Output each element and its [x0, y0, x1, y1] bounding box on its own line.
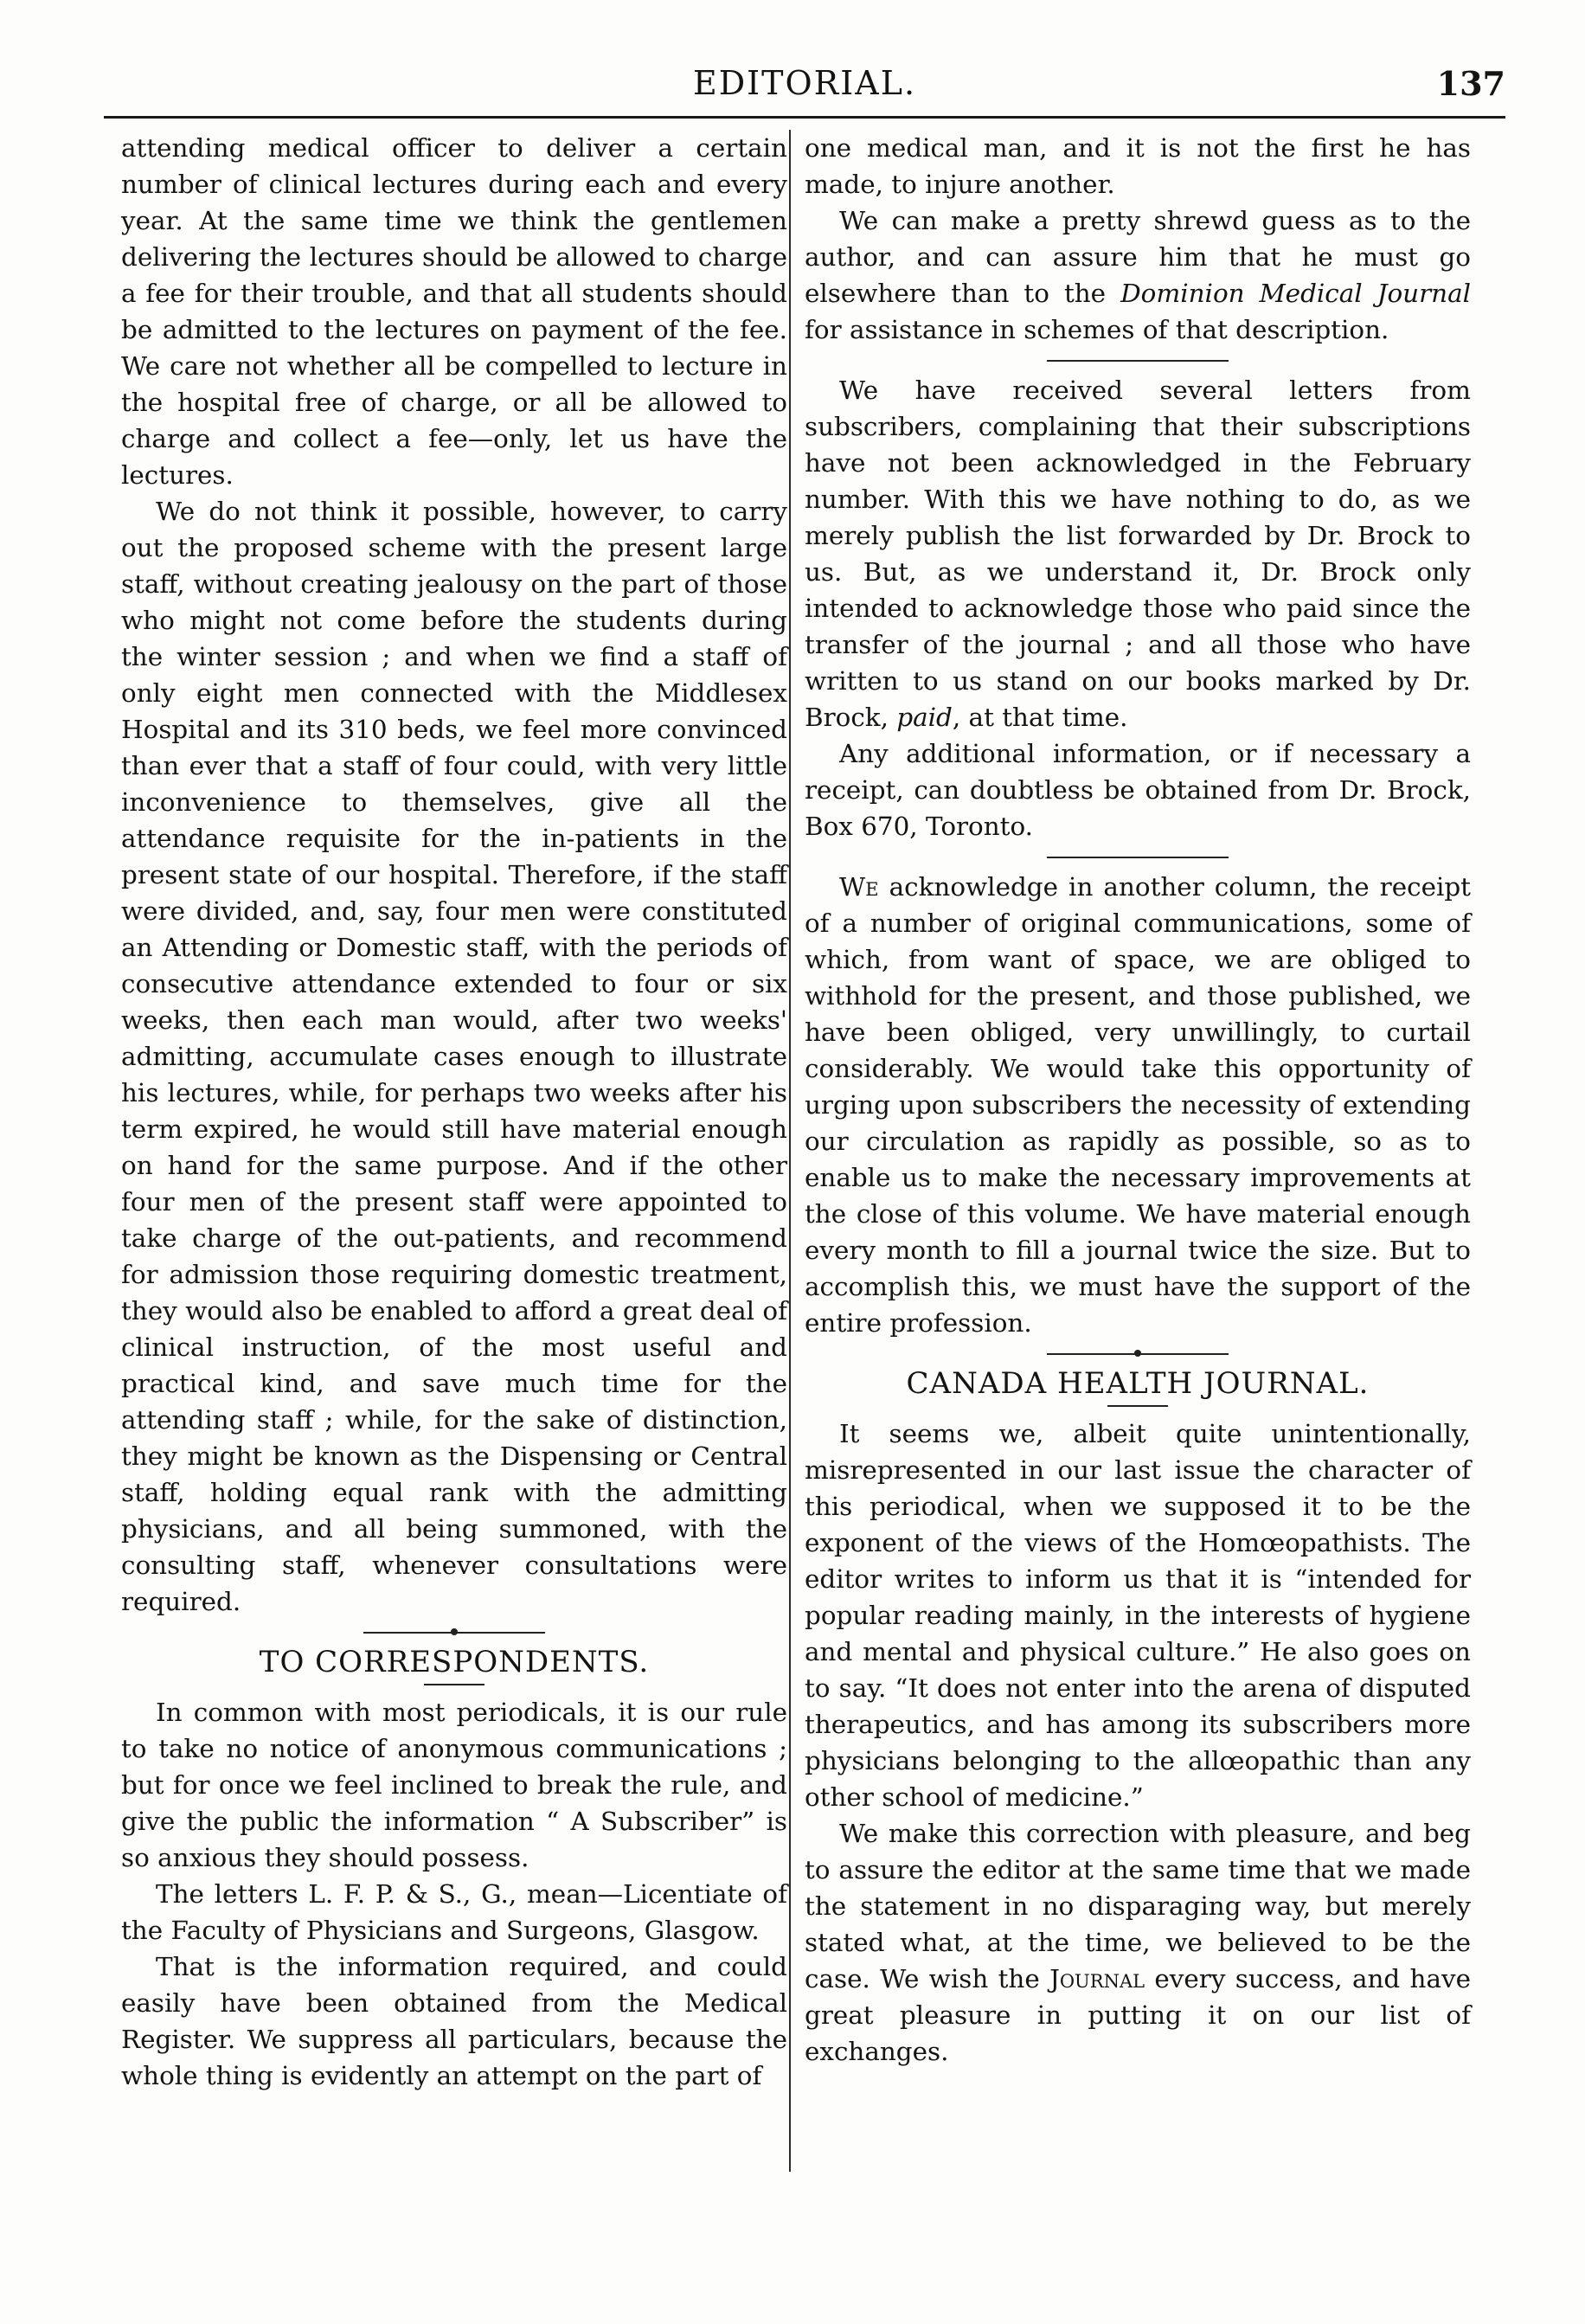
right-paragraph-2: [805, 202, 1471, 348]
text-run: We can make a pretty shrewd guess as to the author, and can assure him that he must go elsewhere than to the: [805, 206, 1471, 308]
left-paragraph-5: That is the information required, and could easily have been obtained from the Medical Register. We suppress all particulars, because the whole thing is evidently an attempt on the part of: [121, 1952, 787, 2090]
left-paragraph-3: In common with most periodicals, it is our rule to take no notice of anonymous communications ; but for once we feel inclined to break the rule, and give the public the information “ A Subscriber” is so anxious they should possess.: [121, 1698, 787, 1872]
section-heading-health-journal: CANADA HEALTH JOURNAL.: [906, 1366, 1370, 1401]
right-paragraph-1: one medical man, and it is not the first he has made, to injure another.: [805, 133, 1471, 199]
text-run: for assistance in schemes of that description.: [805, 315, 1389, 344]
running-head: [104, 64, 1505, 119]
journal-small-caps: Journal: [1049, 1964, 1145, 1993]
journal-title: Dominion Medical Journal: [1120, 279, 1471, 308]
left-paragraph-4: The letters L. F. P. & S., G., mean—Licentiate of the Faculty of Physicians and Surgeons, Glasgow.: [121, 1879, 787, 1945]
right-paragraph-7: [805, 1815, 1471, 2070]
section-separator: [1047, 1353, 1229, 1355]
left-paragraph-2: We do not think it possible, however, to carry out the proposed scheme with the present large staff, without creating jealousy on the part of those who might not come before the students during the winter session ; and when we find a staff of only eight men connected with the Middlesex Hospital and its 310 beds, we feel more convinced than ever that a staff of four could, with very little inconvenience to themselves, give all the attendance requisite for the in-patients in the present state of our hospital. Therefore, if the staff were divided, and, say, four men were constituted an Attending or Domestic staff, with the periods of consecutive attendance extended to four or six weeks, then each man would, after two weeks' admitting, accumulate cases enough to illustrate his lectures, while, for perhaps two weeks after his term expired, he would still have material enough on hand for the same purpose. And if the other four men of the present staff were appointed to take charge of the out-patients, and recommend for admission those requiring domestic treatment, they would also be enabled to afford a great deal of clinical instruction, of the most useful and practical kind, and save much time for the attending staff ; while, for the sake of distinction, they might be known as the Dispensing or Central staff, holding equal rank with the admitting physicians, and all being summoned, with the consulting staff, whenever consultations were required.: [121, 497, 787, 1616]
right-paragraph-3: [805, 372, 1471, 735]
heading-underline: [1107, 1405, 1168, 1407]
text-run: We have received several letters from subscribers, complaining that their subscriptions have not been acknowledged in the February number. With this we have nothing to do, as we merely publish the list forwarded by Dr. Brock to us. But, as we understand it, Dr. Brock only intended to acknowledge those who paid since the transfer of the journal ; and all those who have written to us stand on our books marked by Dr. Brock,: [805, 376, 1471, 732]
right-column: [805, 130, 1471, 2070]
section-separator: [1047, 360, 1229, 362]
right-paragraph-4: Any additional information, or if necessary a receipt, can doubtless be obtained from Dr. Brock, Box 670, Toronto.: [805, 739, 1471, 841]
heading-underline: [424, 1684, 484, 1685]
text-run: , at that time.: [952, 703, 1128, 732]
text-run: every success, and have great pleasure in putting it on our list of exchanges.: [805, 1964, 1472, 2066]
text-run: We make this correction with pleasure, and beg to assure the editor at the same time that we made the statement in no disparaging way, but merely stated what, at the time, we believed to be the case. We wish the: [805, 1819, 1471, 1993]
lead-word: We: [839, 872, 879, 902]
section-separator: [1047, 857, 1229, 858]
column-divider: [789, 130, 791, 2172]
section-separator: [363, 1632, 545, 1634]
text-run: acknowledge in another column, the receipt of a number of original communications, some of which, from want of space, we are obliged to withhold for the present, and those published, we have been obliged, very unwillingly, to curtail considerably. We would take this opportunity of urging upon subscribers the necessity of extending our circulation as rapidly as possible, so as to enable us to make the necessary improvements at the close of this volume. We have material enough every month to fill a journal twice the size. But to accomplish this, we must have the support of the entire profession.: [805, 872, 1471, 1338]
left-paragraph-1: attending medical officer to deliver a certain number of clinical lectures during each and every year. At the same time we think the gentlemen delivering the lectures should be allowed to charge a fee for their trouble, and that all students should be admitted to the lectures on payment of the fee. We care not whether all be compelled to lecture in the hospital free of charge, or all be allowed to charge and collect a fee—only, let us have the lectures.: [121, 133, 787, 490]
page-number: 137: [1436, 64, 1505, 103]
section-heading-correspondents: TO CORRESPONDENTS.: [259, 1645, 650, 1679]
right-paragraph-5: [805, 869, 1471, 1341]
emphasis-paid: paid: [896, 703, 953, 732]
right-paragraph-6: It seems we, albeit quite unintentionally, misrepresented in our last issue the character of this periodical, when we supposed it to be the exponent of the views of the Homœopathists. The editor writes to inform us that it is “intended for popular reading mainly, in the interests of hygiene and mental and physical culture.” He also goes on to say. “It does not enter into the arena of disputed therapeutics, and has among its subscribers more physicians belonging to the allœopathic than any other school of medicine.”: [805, 1419, 1471, 1812]
running-head-title: EDITORIAL.: [692, 64, 917, 102]
left-column: [121, 130, 787, 2094]
